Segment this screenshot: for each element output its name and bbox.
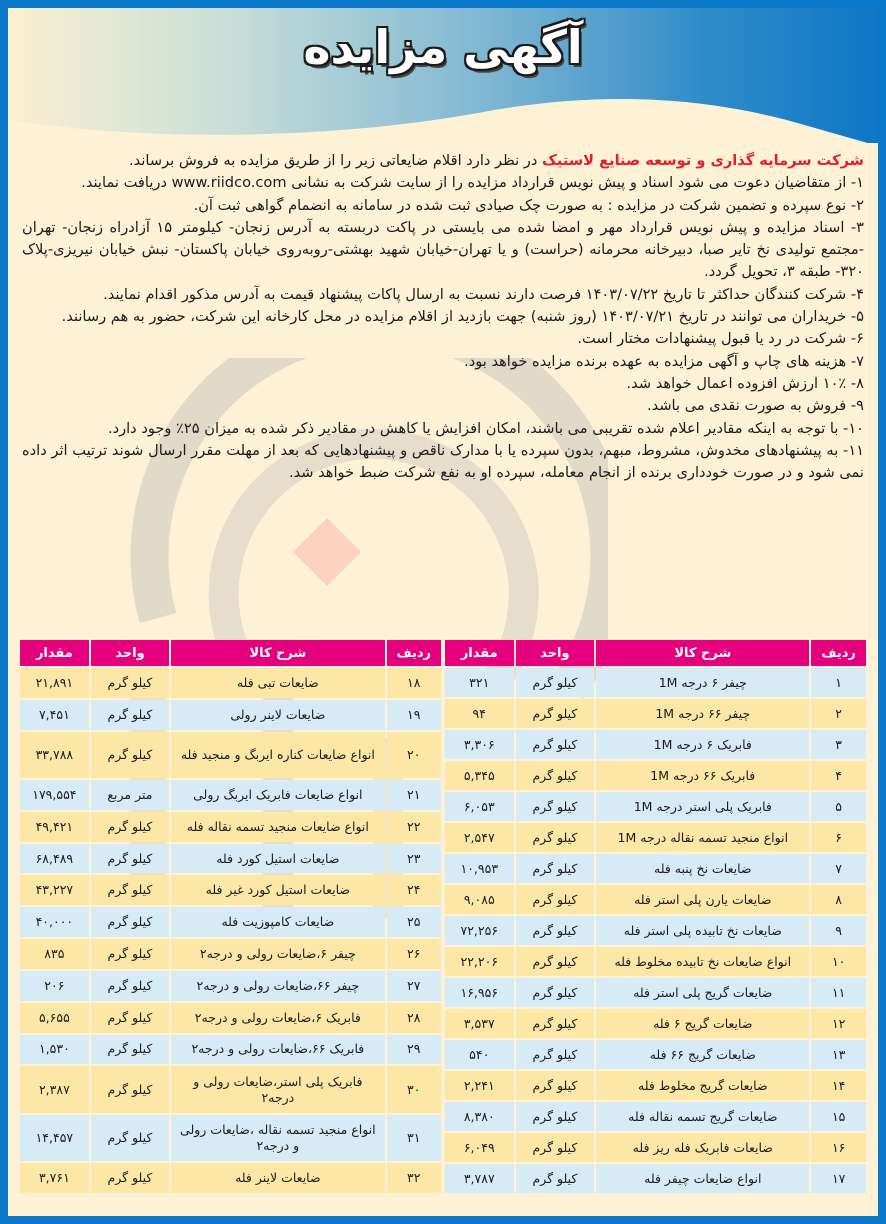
cell-qty: ۲۲,۲۰۶ xyxy=(445,947,514,976)
cell-unit: کیلو گرم xyxy=(91,1115,169,1161)
cell-qty: ۱۰,۹۵۳ xyxy=(445,854,514,883)
cell-desc: ضایعات فابریک فله ریز فله xyxy=(596,1133,809,1162)
table-row xyxy=(20,971,441,1001)
cell-desc: ضایعات لاینر فله xyxy=(171,1163,384,1193)
clause-6: ۶- شرکت در رد یا قبول پیشنهادات مختار است. xyxy=(577,330,864,348)
cell-desc: انواع منجید تسمه نقاله ،ضایعات رولی و درجه۲ xyxy=(171,1115,384,1161)
cell-desc: ضایعات نخ تابیده پلی استر فله xyxy=(596,916,809,945)
cell-qty: ۱,۵۳۰ xyxy=(20,1035,89,1065)
cell-desc: چیفر ۶۶،ضایعات رولی و درجه۲ xyxy=(171,971,384,1001)
cell-unit: کیلو گرم xyxy=(91,939,169,969)
cell-row: ۲۴ xyxy=(387,875,441,905)
cell-desc: چیفر ۶۶ درجه 1M xyxy=(596,699,809,728)
cell-desc: انواع ضایعات نخ تابیده مخلوط فله xyxy=(596,947,809,976)
cell-unit: کیلو گرم xyxy=(91,875,169,905)
cell-qty: ۳,۵۳۷ xyxy=(445,1009,514,1038)
cell-row: ۲۵ xyxy=(387,907,441,937)
cell-qty: ۴۹,۴۲۱ xyxy=(20,812,89,842)
clause-3: ۳- اسناد مزایده و پیش نویس قرارداد مهر و امضا شده می بایستی در پاکت دربسته به آدرس زنجان- کیلومتر ۱۵ آزادراه زنجان- تهران -مجتمع تولیدی نخ تایر صبا، دبیرخانه محرمانه (حراست) و یا تهران-خیابان شهید بهشتی-روبه‌روی خیابان پاکستان- نبش خیابان نیریزی-پلاک ۳۲۰- طبقه ۳، تحویل گردد. xyxy=(22,218,864,281)
cell-desc: انواع منجید تسمه نقاله درجه 1M xyxy=(596,823,809,852)
table-row xyxy=(445,792,866,821)
table-row xyxy=(445,978,866,1007)
table-row xyxy=(20,700,441,730)
cell-desc: چیفر ۶ درجه 1M xyxy=(596,668,809,697)
cell-row: ۳۰ xyxy=(387,1066,441,1112)
cell-qty: ۳,۷۸۷ xyxy=(445,1164,514,1193)
clause-1: ۱- از متقاضیان دعوت می شود اسناد و پیش نویس قرارداد مزایده را از سایت شرکت به نشانی www.riidco.com دریافت نمایند. xyxy=(81,174,864,192)
table-body xyxy=(20,668,441,1193)
table-row xyxy=(445,854,866,883)
cell-row: ۱۵ xyxy=(811,1102,866,1131)
table-row xyxy=(445,947,866,976)
table-row xyxy=(445,730,866,759)
cell-qty: ۷,۴۵۱ xyxy=(20,700,89,730)
cell-unit: کیلو گرم xyxy=(91,971,169,1001)
cell-row: ۲۸ xyxy=(387,1003,441,1033)
cell-unit: کیلو گرم xyxy=(516,978,595,1007)
cell-desc: ضایعات استیل کورد فله xyxy=(171,844,384,874)
page-title: آگهی مزایده xyxy=(303,20,583,74)
cell-unit: کیلو گرم xyxy=(516,668,595,697)
cell-qty: ۴۳,۲۲۷ xyxy=(20,875,89,905)
cell-unit: کیلو گرم xyxy=(91,1163,169,1193)
cell-qty: ۲۱,۸۹۱ xyxy=(20,668,89,698)
cell-qty: ۲,۵۴۷ xyxy=(445,823,514,852)
cell-qty: ۲,۲۴۱ xyxy=(445,1071,514,1100)
cell-qty: ۱۷۹,۵۵۴ xyxy=(20,780,89,810)
items-table-left xyxy=(18,638,443,1195)
cell-row: ۲ xyxy=(811,699,866,728)
cell-row: ۱۹ xyxy=(387,700,441,730)
table-row xyxy=(20,907,441,937)
cell-unit: کیلو گرم xyxy=(516,823,595,852)
cell-row: ۲۰ xyxy=(387,732,441,778)
cell-desc: فابریک ۶،ضایعات رولی و درجه۲ xyxy=(171,1003,384,1033)
table-row xyxy=(445,1071,866,1100)
cell-unit: کیلو گرم xyxy=(516,1102,595,1131)
cell-desc: ضایعات گریج ۶ فله xyxy=(596,1009,809,1038)
table-row xyxy=(445,1009,866,1038)
cell-unit: کیلو گرم xyxy=(516,792,595,821)
table-row xyxy=(20,1003,441,1033)
auction-notice xyxy=(8,8,878,1216)
cell-desc: ضایعات گریج ۶۶ فله xyxy=(596,1040,809,1069)
cell-unit: کیلو گرم xyxy=(91,700,169,730)
table-row xyxy=(445,1164,866,1193)
cell-desc: فابریک ۶۶،ضایعات رولی و درجه۲ xyxy=(171,1035,384,1065)
cell-desc: ضایعات لاینر رولی xyxy=(171,700,384,730)
cell-desc: ضایعات یارن پلی استر فله xyxy=(596,885,809,914)
col-header-qty: مقدار xyxy=(20,640,89,666)
cell-row: ۱ xyxy=(811,668,866,697)
cell-qty: ۲,۳۸۷ xyxy=(20,1066,89,1112)
cell-desc: فابریک پلی استر درجه 1M xyxy=(596,792,809,821)
table-row xyxy=(445,823,866,852)
cell-row: ۱۷ xyxy=(811,1164,866,1193)
cell-row: ۱۴ xyxy=(811,1071,866,1100)
table-row xyxy=(445,699,866,728)
cell-row: ۲۷ xyxy=(387,971,441,1001)
table-row xyxy=(20,812,441,842)
cell-unit: کیلو گرم xyxy=(91,1035,169,1065)
cell-qty: ۸۳۵ xyxy=(20,939,89,969)
cell-qty: ۵,۳۴۵ xyxy=(445,761,514,790)
cell-qty: ۳,۷۶۱ xyxy=(20,1163,89,1193)
cell-row: ۳۲ xyxy=(387,1163,441,1193)
table-row xyxy=(20,1163,441,1193)
table-body xyxy=(445,668,866,1193)
clause-10: ۱۰- با توجه به اینکه مقادیر اعلام شده تقریبی می باشند، امکان افزایش یا کاهش در مقادیر ذکر شده به میزان ۲۵٪ وجود دارد. xyxy=(107,419,864,437)
cell-desc: فابریک ۶ درجه 1M xyxy=(596,730,809,759)
cell-qty: ۳,۳۰۶ xyxy=(445,730,514,759)
col-header-desc: شرح کالا xyxy=(596,640,809,666)
table-row xyxy=(20,1066,441,1112)
clause-4: ۴- شرکت کنندگان حداکثر تا تاریخ ۱۴۰۳/۰۷/۲۲ فرصت دارند نسبت به ارسال پاکات پیشنهاد قیمت به آدرس مذکور اقدام نمایند. xyxy=(103,285,864,303)
cell-desc: ضایعات گریج تسمه نقاله فله xyxy=(596,1102,809,1131)
cell-unit: کیلو گرم xyxy=(516,1009,595,1038)
cell-desc: چیفر ۶،ضایعات رولی و درجه۲ xyxy=(171,939,384,969)
notice-body xyxy=(22,150,864,484)
cell-row: ۹ xyxy=(811,916,866,945)
cell-unit: کیلو گرم xyxy=(91,1066,169,1112)
cell-qty: ۶,۰۵۳ xyxy=(445,792,514,821)
table-row xyxy=(20,668,441,698)
col-header-qty: مقدار xyxy=(445,640,514,666)
table-row xyxy=(20,844,441,874)
cell-qty: ۳۳,۷۸۸ xyxy=(20,732,89,778)
cell-unit: کیلو گرم xyxy=(516,885,595,914)
table-row xyxy=(20,875,441,905)
cell-desc: انواع ضایعات کناره ایربگ و منجید فله xyxy=(171,732,384,778)
cell-qty: ۱۶,۹۵۶ xyxy=(445,978,514,1007)
table-row xyxy=(445,761,866,790)
cell-unit: متر مربع xyxy=(91,780,169,810)
cell-unit: کیلو گرم xyxy=(516,947,595,976)
clause-5: ۵- خریداران می توانند در تاریخ ۱۴۰۳/۰۷/۲۱ (روز شنبه) جهت بازدید از اقلام مزایده در محل کارخانه این شرکت، حضور به هم رسانند. xyxy=(61,308,864,326)
table-row xyxy=(445,1040,866,1069)
cell-unit: کیلو گرم xyxy=(516,761,595,790)
cell-row: ۲۲ xyxy=(387,812,441,842)
cell-row: ۷ xyxy=(811,854,866,883)
cell-row: ۲۶ xyxy=(387,939,441,969)
table-row xyxy=(20,732,441,778)
items-tables xyxy=(18,638,868,1195)
cell-unit: کیلو گرم xyxy=(516,1071,595,1100)
cell-unit: کیلو گرم xyxy=(91,1003,169,1033)
cell-row: ۴ xyxy=(811,761,866,790)
cell-row: ۲۳ xyxy=(387,844,441,874)
cell-unit: کیلو گرم xyxy=(516,730,595,759)
cell-unit: کیلو گرم xyxy=(91,668,169,698)
clause-2: ۲- نوع سپرده و تضمین شرکت در مزایده : به صورت چک صیادی ثبت شده در سامانه به انضمام گواهی ثبت آن. xyxy=(193,196,864,214)
clause-11: ۱۱- به پیشنهادهای مخدوش، مشروط، مبهم، بدون سپرده یا با مدارک ناقص و پیشنهادهایی که بعد از مهلت مقرر ارسال شوند ترتیب اثر داده نمی شود و در صورت خودداری برنده از انجام معامله، سپرده او به نفع شرکت ضبط خواهد شد. xyxy=(22,441,864,482)
cell-desc: ضایعات تبی فله xyxy=(171,668,384,698)
table-row xyxy=(20,1035,441,1065)
cell-desc: ضایعات نخ پنبه فله xyxy=(596,854,809,883)
cell-qty: ۵۴۰ xyxy=(445,1040,514,1069)
cell-desc: ضایعات استیل کورد غیر فله xyxy=(171,875,384,905)
col-header-desc: شرح کالا xyxy=(171,640,384,666)
cell-qty: ۴۰,۰۰۰ xyxy=(20,907,89,937)
cell-qty: ۳۲۱ xyxy=(445,668,514,697)
cell-desc: انواع ضایعات چیفر فله xyxy=(596,1164,809,1193)
cell-row: ۲۱ xyxy=(387,780,441,810)
cell-desc: فابریک پلی استر،ضایعات رولی و درجه۲ xyxy=(171,1066,384,1112)
cell-qty: ۸,۳۸۰ xyxy=(445,1102,514,1131)
cell-row: ۱۶ xyxy=(811,1133,866,1162)
table-row xyxy=(20,939,441,969)
cell-qty: ۱۴,۴۵۷ xyxy=(20,1115,89,1161)
clause-8: ۸- ۱۰٪ ارزش افزوده اعمال خواهد شد. xyxy=(626,374,864,392)
table-row xyxy=(20,780,441,810)
clause-7: ۷- هزینه های چاپ و آگهی مزایده به عهده برنده مزایده خواهد بود. xyxy=(464,352,864,370)
cell-row: ۲۹ xyxy=(387,1035,441,1065)
cell-row: ۱۸ xyxy=(387,668,441,698)
cell-unit: کیلو گرم xyxy=(516,854,595,883)
table-row xyxy=(445,885,866,914)
cell-desc: انواع ضایعات فابریک ایربگ رولی xyxy=(171,780,384,810)
cell-unit: کیلو گرم xyxy=(91,732,169,778)
cell-unit: کیلو گرم xyxy=(516,1040,595,1069)
table-row xyxy=(445,1102,866,1131)
cell-qty: ۹,۰۸۵ xyxy=(445,885,514,914)
company-name: شرکت سرمایه گذاری و توسعه صنایع لاستیک xyxy=(541,152,864,169)
cell-desc: ضایعات کامپوزیت فله xyxy=(171,907,384,937)
cell-qty: ۶۸,۴۸۹ xyxy=(20,844,89,874)
col-header-unit: واحد xyxy=(91,640,169,666)
col-header-row: ردیف xyxy=(811,640,866,666)
cell-row: ۵ xyxy=(811,792,866,821)
items-table-right xyxy=(443,638,868,1195)
cell-qty: ۲۰۶ xyxy=(20,971,89,1001)
cell-unit: کیلو گرم xyxy=(91,844,169,874)
cell-row: ۱۰ xyxy=(811,947,866,976)
table-row xyxy=(445,1133,866,1162)
table-header-row xyxy=(20,640,441,666)
cell-desc: ضایعات گریج مخلوط فله xyxy=(596,1071,809,1100)
cell-unit: کیلو گرم xyxy=(91,907,169,937)
cell-qty: ۶,۰۴۹ xyxy=(445,1133,514,1162)
cell-unit: کیلو گرم xyxy=(91,812,169,842)
table-row xyxy=(445,916,866,945)
cell-unit: کیلو گرم xyxy=(516,916,595,945)
cell-desc: انواع ضایعات منجید تسمه نقاله فله xyxy=(171,812,384,842)
clause-9: ۹- فروش به صورت نقدی می باشد. xyxy=(647,397,864,415)
cell-row: ۱۳ xyxy=(811,1040,866,1069)
cell-row: ۱۱ xyxy=(811,978,866,1007)
cell-desc: ضایعات گریج پلی استر فله xyxy=(596,978,809,1007)
table-row xyxy=(445,668,866,697)
cell-unit: کیلو گرم xyxy=(516,1164,595,1193)
cell-unit: کیلو گرم xyxy=(516,699,595,728)
col-header-unit: واحد xyxy=(516,640,595,666)
cell-row: ۳۱ xyxy=(387,1115,441,1161)
cell-qty: ۹۴ xyxy=(445,699,514,728)
intro-paragraph: شرکت سرمایه گذاری و توسعه صنایع لاستیک در نظر دارد اقلام ضایعاتی زیر را از طریق مزایده به فروش برساند. xyxy=(129,152,864,169)
cell-row: ۳ xyxy=(811,730,866,759)
cell-unit: کیلو گرم xyxy=(516,1133,595,1162)
cell-row: ۶ xyxy=(811,823,866,852)
cell-row: ۸ xyxy=(811,885,866,914)
table-header-row xyxy=(445,640,866,666)
cell-qty: ۵,۶۵۵ xyxy=(20,1003,89,1033)
col-header-row: ردیف xyxy=(387,640,441,666)
cell-desc: فابریک ۶۶ درجه 1M xyxy=(596,761,809,790)
cell-qty: ۷۲,۲۵۶ xyxy=(445,916,514,945)
cell-row: ۱۲ xyxy=(811,1009,866,1038)
table-row xyxy=(20,1115,441,1161)
